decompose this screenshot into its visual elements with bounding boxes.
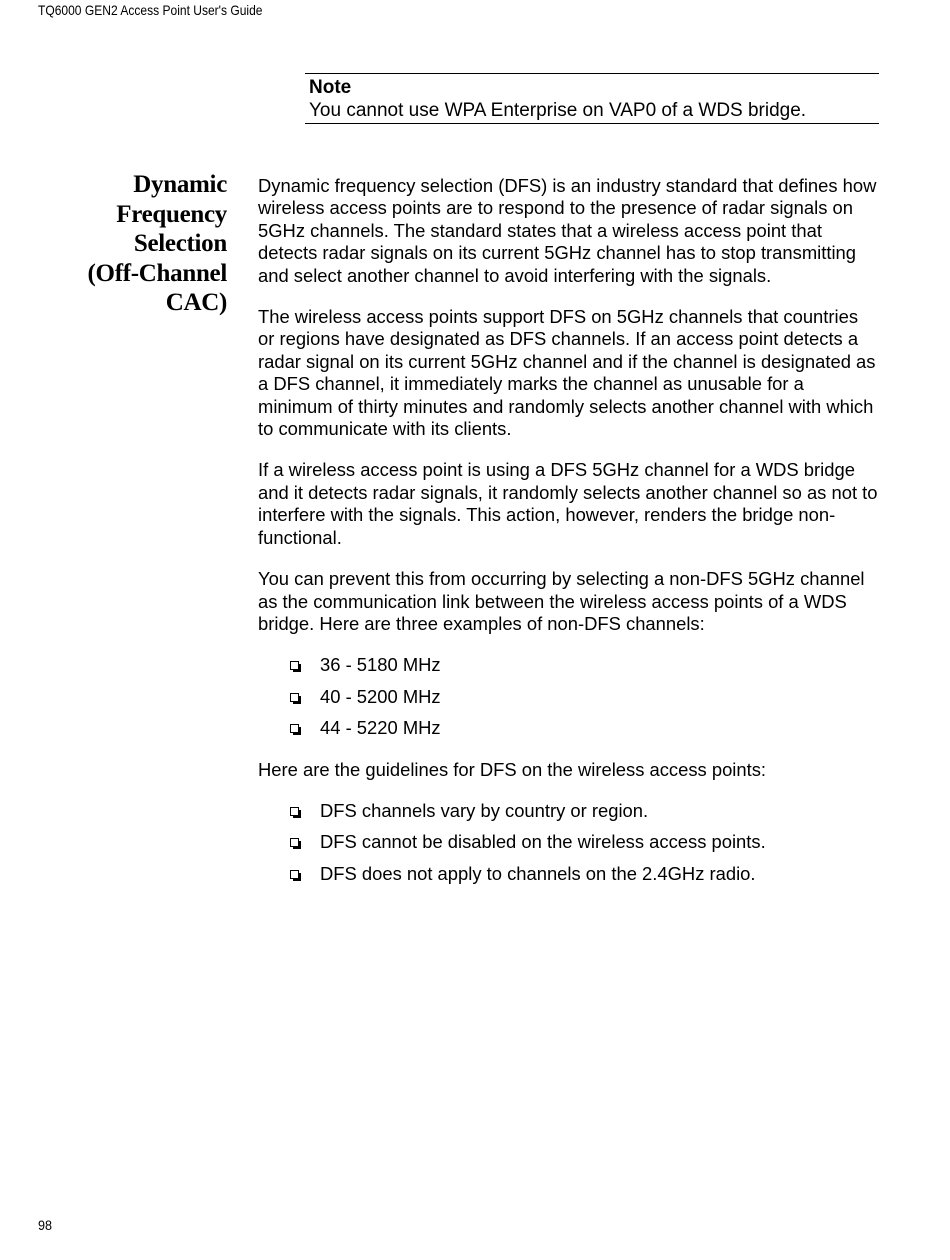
paragraph: Dynamic frequency selection (DFS) is an industry standard that defines how wireless access points are to respond to the presence of radar signals on 5GHz channels. The standard states that a wireless access point that detects radar signals on its current 5GHz channel has to stop transmitting and select another channel to avoid interfering with the signals. [258, 175, 877, 286]
list-item [258, 863, 878, 885]
list-item [258, 686, 878, 708]
paragraph: You can prevent this from occurring by selecting a non-DFS 5GHz channel as the communication link between the wireless access points of a WDS bridge. Here are three examples of non-DFS channels: [258, 568, 865, 634]
list-item-text: DFS channels vary by country or region. [320, 799, 649, 821]
shadowed-square-bullet-icon [290, 838, 299, 847]
page-number: 98 [38, 1217, 53, 1233]
section-body [258, 175, 878, 904]
list-item-text: 36 - 5180 MHz [320, 654, 441, 676]
list-item-text: DFS does not apply to channels on the 2.4GHz radio. [320, 862, 756, 884]
running-header: TQ6000 GEN2 Access Point User's Guide [38, 2, 263, 18]
shadowed-square-bullet-icon [290, 661, 299, 670]
list-item [258, 717, 878, 739]
shadowed-square-bullet-icon [290, 693, 299, 702]
note-title: Note [309, 77, 352, 98]
shadowed-square-bullet-icon [290, 807, 299, 816]
list-item [258, 654, 878, 676]
channel-examples-list [258, 654, 878, 739]
paragraph: If a wireless access point is using a DFS 5GHz channel for a WDS bridge and it detects radar signals, it randomly selects another channel so as not to interfere with the signals. This action, however, renders the bridge non-functional. [258, 459, 878, 548]
paragraph: The wireless access points support DFS on 5GHz channels that countries or regions have designated as DFS channels. If an access point detects a radar signal on its current 5GHz channel and if the channel is designated as a DFS channel, it immediately marks the channel as unusable for a minimum of thirty minutes and randomly selects another channel with which to communicate with its clients. [258, 306, 876, 440]
note-box [305, 73, 879, 124]
list-item [258, 831, 878, 853]
shadowed-square-bullet-icon [290, 724, 299, 733]
list-item-text: 40 - 5200 MHz [320, 685, 441, 707]
shadowed-square-bullet-icon [290, 870, 299, 879]
note-text: You cannot use WPA Enterprise on VAP0 of a WDS bridge. [309, 100, 807, 121]
list-item [258, 800, 878, 822]
section-heading: Dynamic Frequency Selection (Off-Channel CAC) [87, 171, 227, 316]
guidelines-intro: Here are the guidelines for DFS on the wireless access points: [258, 758, 767, 780]
list-item-text: 44 - 5220 MHz [320, 717, 441, 739]
list-item-text: DFS cannot be disabled on the wireless access points. [320, 831, 766, 853]
guidelines-list [258, 800, 878, 885]
